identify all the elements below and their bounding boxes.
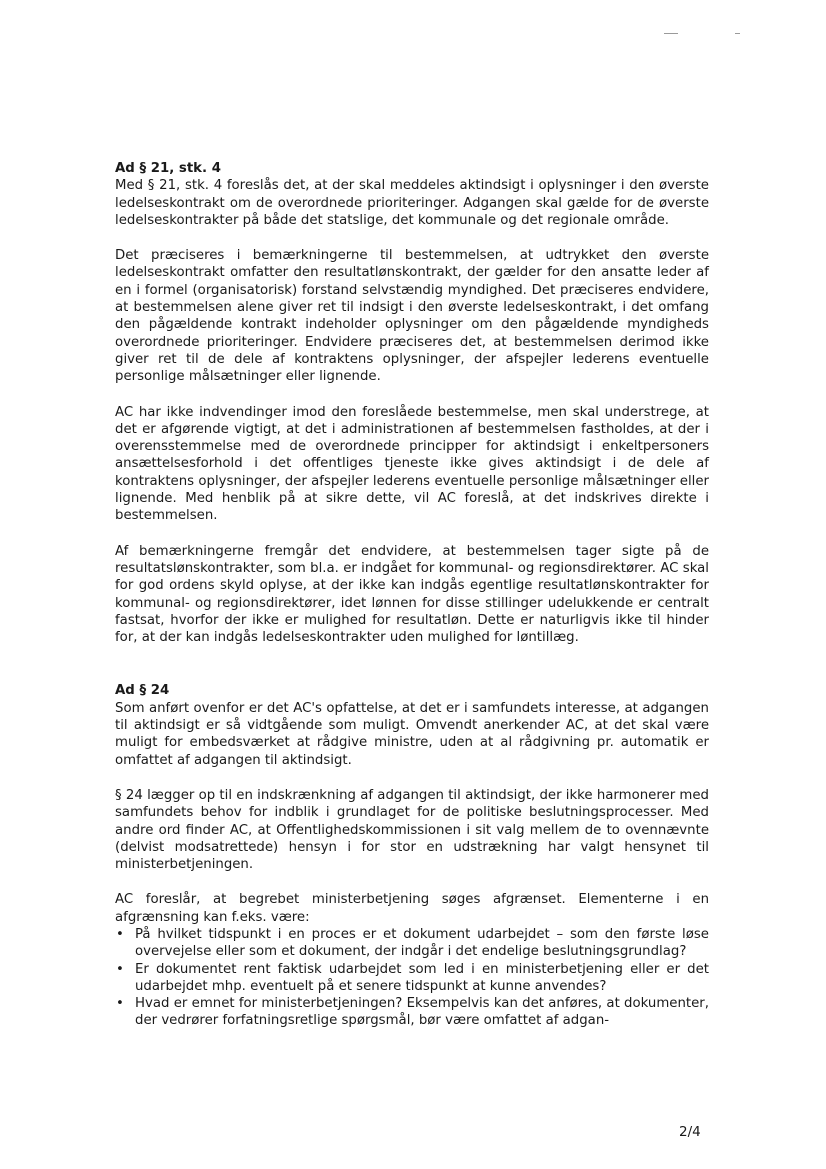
list-item-text: På hvilket tidspunkt i en proces er et dokument udarbejdet – som den første løse overvejelse eller som et dokument, der indgår i det endelige beslutningsgrundlag? bbox=[135, 926, 709, 960]
section-heading: Ad § 24 bbox=[115, 683, 170, 699]
bullet-icon: • bbox=[116, 961, 124, 977]
list-item-text: Hvad er emnet for ministerbetjeningen? Eksempelvis kan det anføres, at dokumenter, der vedrører forfatningsretlige spørgsmål, bør være omfattet af adgan- bbox=[135, 996, 709, 1029]
page-number: 2/4 bbox=[679, 1124, 701, 1140]
bullet-icon: • bbox=[116, 926, 124, 942]
paragraph: § 24 lægger op til en indskrænkning af adgangen til aktindsigt, der ikke harmonerer med samfundets behov for indblik i grundlaget for de politiske beslutningsprocesser. Med andre ord finder AC, at Offentlighedskommissionen i sit valg mellem de to ovennævnte (delvist modsatrettede) hensyn i for stor en udstrækning har valgt hensynet til ministerbetjeningen. bbox=[115, 787, 709, 873]
list-item-text: Er dokumentet rent faktisk udarbejdet som led i en ministerbetjening eller er det udarbejdet mhp. eventuelt på et senere tidspunkt at kunne anvendes? bbox=[135, 961, 709, 994]
section-heading: Ad § 21, stk. 4 bbox=[115, 161, 221, 176]
list-item bbox=[115, 961, 709, 996]
section-ad-24 bbox=[115, 682, 709, 1029]
paragraph: Som anført ovenfor er det AC's opfattelse, at det er i samfundets interesse, at adgangen til aktindsigt er så vidtgående som muligt. Omvendt anerkender AC, at det skal være muligt for embedsværket at rådgive ministre, uden at al rådgivning pr. automatik er omfattet af adgangen til aktindsigt. bbox=[115, 700, 709, 768]
section-ad-21-stk-4 bbox=[115, 160, 709, 646]
section-spacer bbox=[115, 664, 709, 682]
paragraph: Det præciseres i bemærkningerne til bestemmelsen, at udtrykket den øverste ledelseskontrakt omfatter den resultatlønskontrakt, der gælder for den ansatte leder af en i formel (organisatorisk) forstand selvstændig myndighed. Det præciseres endvidere, at bestemmelsen alene giver ret til indsigt i den øverste ledelseskontrakt, i det omfang den pågældende kontrakt indeholder oplysninger om den pågældende myndigheds overordnede prioriteringer. Endvidere præciseres det, at bestemmelsen derimod ikke giver ret til de dele af kontraktens oplysninger, der afspejler lederens eventuelle personlige målsætninger eller lignende. bbox=[115, 248, 709, 385]
bullet-list bbox=[115, 926, 709, 1030]
list-item bbox=[115, 926, 709, 961]
bullet-icon: • bbox=[116, 996, 124, 1012]
list-item bbox=[115, 995, 709, 1030]
document-page bbox=[115, 160, 709, 1030]
paragraph: Med § 21, stk. 4 foreslås det, at der skal meddeles aktindsigt i oplysninger i den øverste ledelseskontrakt om de overordnede prioriteringer. Adgangen skal gælde for de øverste ledelseskontrakter på både det statslige, det kommunale og det regionale område. bbox=[115, 178, 709, 228]
scan-mark bbox=[735, 33, 740, 34]
paragraph: AC foreslår, at begrebet ministerbetjening søges afgrænset. Elementerne i en afgrænsning kan f.eks. være: bbox=[115, 892, 709, 925]
paragraph: AC har ikke indvendinger imod den foreslåede bestemmelse, men skal understrege, at det er afgørende vigtigt, at det i administrationen af bestemmelsen fastholdes, at der i overensstemmelse med de overordnede principper for aktindsigt i enkeltpersoners ansættelsesforhold i det offentliges tjeneste ikke gives aktindsigt i de dele af kontraktens oplysninger, der afspejler lederens eventuelle personlige målsætninger eller lignende. Med henblik på at sikre dette, vil AC foreslå, at det indskrives direkte i bestemmelsen. bbox=[115, 404, 709, 524]
paragraph: Af bemærkningerne fremgår det endvidere, at bestemmelsen tager sigte på de resultatslønskontrakter, som bl.a. er indgået for kommunal- og regionsdirektører. AC skal for god ordens skyld oplyse, at der ikke kan indgås egentlige resultatlønskontrakter for kommunal- og regionsdirektører, idet lønnen for disse stillinger udelukkende er centralt fastsat, hvorfor der ikke er mulighed for resultatløn. Dette er naturligvis ikke til hinder for, at der kan indgås ledelseskontrakter uden mulighed for løntillæg. bbox=[115, 543, 709, 646]
scan-mark bbox=[664, 33, 678, 34]
